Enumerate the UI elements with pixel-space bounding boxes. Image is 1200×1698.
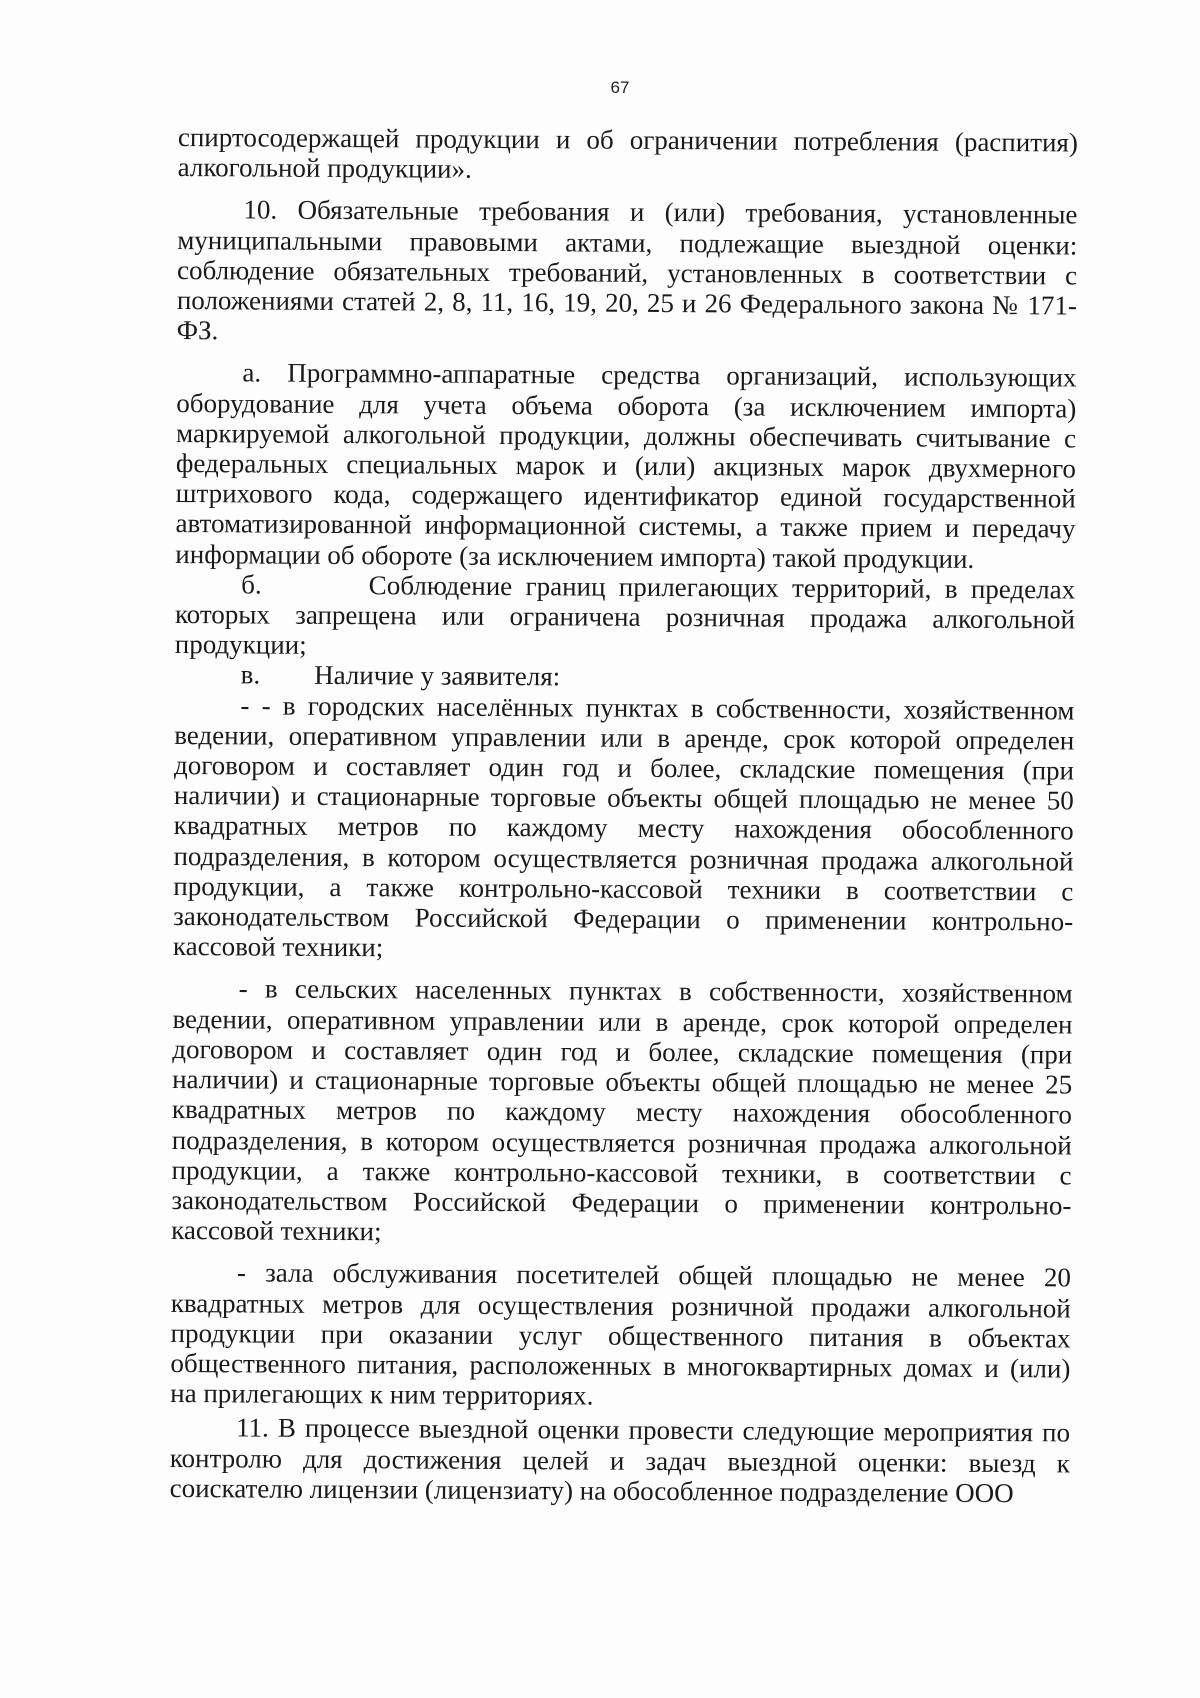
paragraph-continuation: спиртосодержащей продукции и об ограничении потребления (распития) алкогольной продукции». — [177, 122, 1078, 184]
paragraph-item-11: 11. В процессе выездной оценки провести следующие мероприятия по контролю для достижения целей и задач выездной оценки: выезд к соискателю лицензии (лицензиату) на обособленное подразделение ООО — [169, 1412, 1071, 1508]
paragraph-subitem-a: а. Программно-аппаратные средства организаций, использующих оборудование для учета объема оборота (за исключением импорта) маркируемой алкогольной продукции, должны обеспечивать считывание с федеральных специальных марок и (или) акцизных марок двухмерного штрихового кода, содержащего идентификатор единой государственной автоматизированной информационной системы, а также прием и передачу информации об обороте (за исключением импорта) такой продукции. — [175, 357, 1077, 574]
paragraph-urban-requirement: - - в городских населённых пунктах в собственности, хозяйственном ведении, оперативном управлении или в аренде, срок которой определен договором и составляет один год и более, складские помещения (при наличии) и стационарные торговые объекты общей площадью не менее 50 квадратных метров по каждому месту нахождения обособленного подразделения, в котором осуществляется розничная продажа алкогольной продукции, а также контрольно-кассовой техники в соответствии с законодательством Российской Федерации о применении контрольно-кассовой техники; — [172, 690, 1075, 963]
page-number: 67 — [610, 78, 630, 97]
paragraph-rural-requirement: - в сельских населенных пунктах в собственности, хозяйственном ведении, оперативном управлении или в аренде, срок которой определен договором и составляет один год и более, складские помещения (при наличии) и стационарные торговые объекты общей площадью не менее 25 квадратных метров по каждому месту нахождения обособленного подразделения, в котором осуществляется розничная продажа алкогольной продукции, а также контрольно-кассовой техники, в соответствии с законодательством Российской Федерации о применении контрольно-кассовой техники; — [171, 973, 1073, 1247]
paragraph-item-10: 10. Обязательные требования и (или) требования, установленные муниципальными правовыми актами, подлежащие выездной оценки: соблюдение обязательных требований, установленных в соответствии с положениями статей 2, 8, 11, 16, 19, 20, 25 и 26 Федерального закона № 171-ФЗ. — [176, 194, 1078, 346]
paragraph-subitem-v: в. Наличие у заявителя: — [240, 659, 561, 692]
document-body — [170, 122, 1078, 1508]
paragraph-subitem-b: б. Соблюдение границ прилегающих территорий, в пределах которых запрещена или ограничена розничная продажа алкогольной продукции; — [174, 569, 1076, 661]
paragraph-service-hall-requirement: - зала обслуживания посетителей общей площадью не менее 20 квадратных метров для осуществления розничной продажи алкогольной продукции при оказании услуг общественного питания в объектах общественного питания, расположенных в многоквартирных домах и (или) на прилегающих к ним территориях. — [170, 1257, 1072, 1411]
